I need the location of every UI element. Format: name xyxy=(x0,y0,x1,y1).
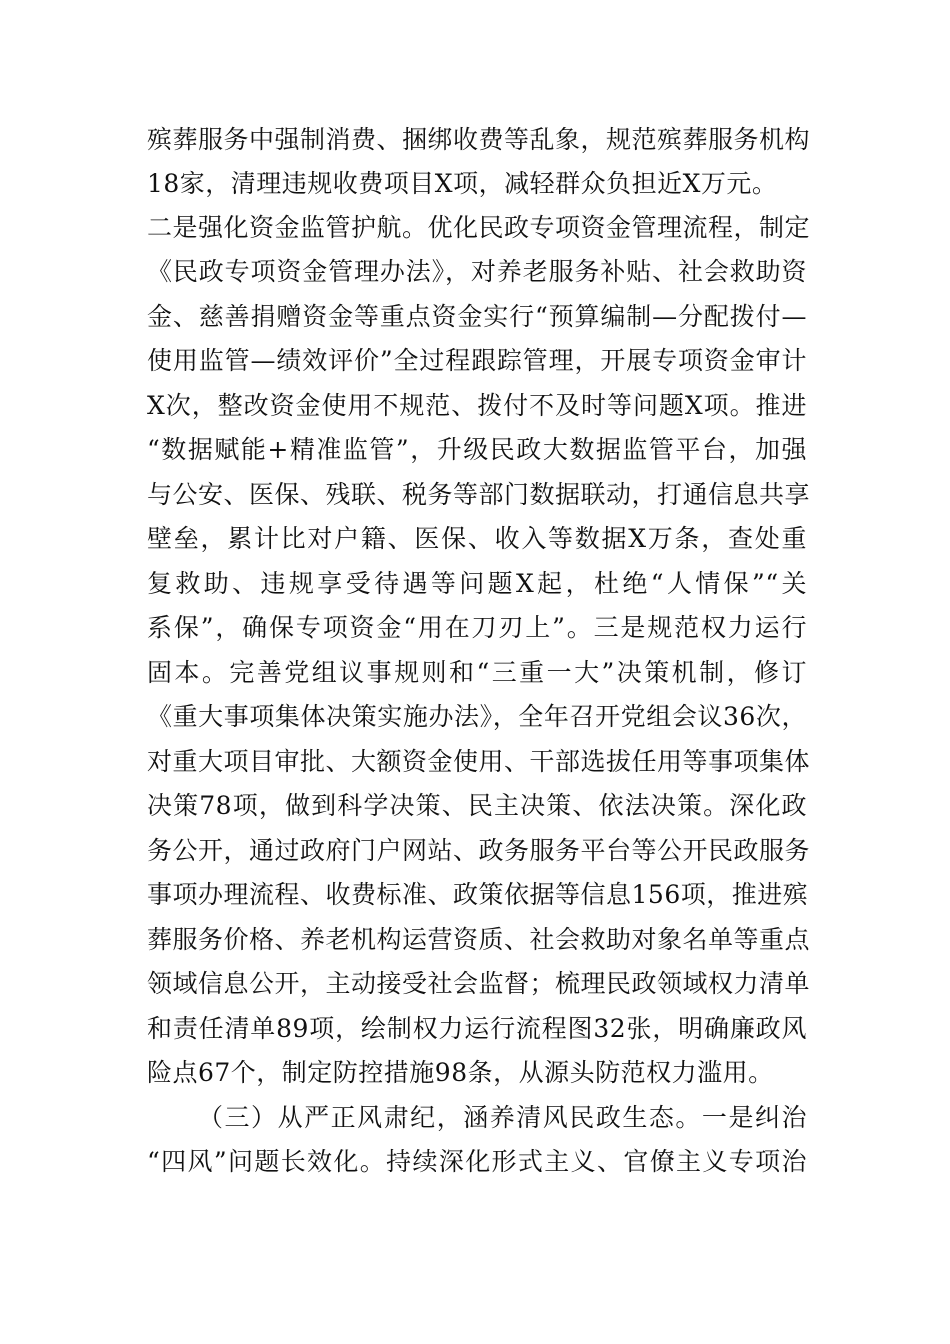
text-line-14: 《重大事项集体决策实施办法》，全年召开党组会议36次， xyxy=(147,702,807,731)
text-line-1: 殡葬服务中强制消费、捆绑收费等乱象，规范殡葬服务机构 xyxy=(147,125,811,154)
text-line-24: “四风”问题长效化。持续深化形式主义、官僚主义专项治 xyxy=(147,1147,807,1176)
text-line-15: 对重大项目审批、大额资金使用、干部选拔任用等事项集体 xyxy=(147,747,811,776)
text-line-21: 和责任清单89项，绘制权力运行流程图32张，明确廉政风 xyxy=(147,1014,807,1043)
text-line-6: 使用监管—绩效评价”全过程跟踪管理，开展专项资金审计 xyxy=(147,346,807,375)
text-line-13: 固本。完善党组议事规则和“三重一大”决策机制，修订 xyxy=(147,658,807,687)
text-line-7: X次，整改资金使用不规范、拨付不及时等问题X项。推进 xyxy=(147,391,807,420)
text-line-16: 决策78项，做到科学决策、民主决策、依法决策。深化政 xyxy=(147,791,807,820)
section-heading-line: （三）从严正风肃纪，涵养清风民政生态。一是纠治 xyxy=(198,1103,807,1132)
text-line-11: 复救助、违规享受待遇等问题X起，杜绝“人情保”“关 xyxy=(147,569,807,598)
text-line-5: 金、慈善捐赠资金等重点资金实行“预算编制—分配拨付— xyxy=(147,302,807,331)
text-line-18: 事项办理流程、收费标准、政策依据等信息156项，推进殡 xyxy=(147,880,809,909)
text-line-19: 葬服务价格、养老机构运营资质、社会救助对象名单等重点 xyxy=(147,925,811,954)
text-line-8: “数据赋能+精准监管”，升级民政大数据监管平台，加强 xyxy=(147,435,807,464)
text-line-10: 壁垒，累计比对户籍、医保、收入等数据X万条，查处重 xyxy=(147,524,807,553)
text-line-9: 与公安、医保、残联、税务等部门数据联动，打通信息共享 xyxy=(147,480,811,509)
text-line-2: 18家，清理违规收费项目X项，减轻群众负担近X万元。 xyxy=(147,169,778,198)
text-line-20: 领域信息公开，主动接受社会监督；梳理民政领域权力清单 xyxy=(147,969,811,998)
text-line-17: 务公开，通过政府门户网站、政务服务平台等公开民政服务 xyxy=(147,836,811,865)
text-line-4: 《民政专项资金管理办法》，对养老服务补贴、社会救助资 xyxy=(147,257,807,286)
text-line-12: 系保”，确保专项资金“用在刀刃上”。三是规范权力运行 xyxy=(147,613,807,642)
text-line-22: 险点67个，制定防控措施98条，从源头防范权力滥用。 xyxy=(147,1058,774,1087)
text-line-3: 二是强化资金监管护航。优化民政专项资金管理流程，制定 xyxy=(147,213,811,242)
